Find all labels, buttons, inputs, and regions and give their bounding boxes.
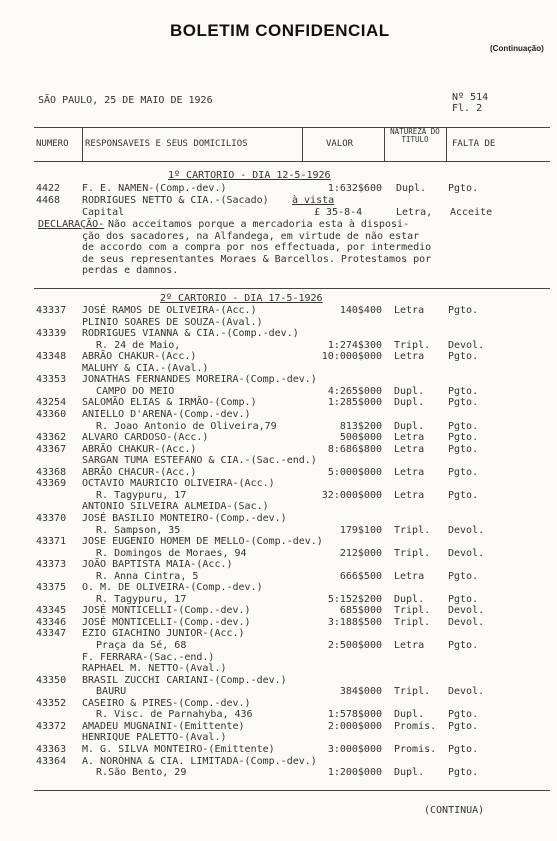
row-number: 43352 — [36, 697, 67, 709]
row-responsible: JOÃO BAPTISTA MAIA-(Acc.) — [82, 559, 233, 571]
row-value: 32:000$000 — [321, 489, 382, 501]
row-responsible: R.São Bento, 29 — [84, 767, 187, 778]
row-falta: Pgto. — [448, 305, 479, 316]
row-responsible: SALOMÃO ELIAS & IRMÃO-(Comp.) — [82, 397, 257, 409]
row-extra: à vista — [292, 195, 335, 206]
row-value: 212$000 — [339, 547, 382, 559]
row-responsible: R. Visc. de Parnahyba, 436 — [84, 709, 253, 721]
capital-nature: Letra, — [396, 207, 433, 218]
row-falta: Pgto. — [448, 570, 479, 582]
row-number: 43372 — [36, 720, 67, 732]
row-number: 43367 — [36, 443, 67, 455]
row-responsible: HENRIQUE PALETTO-(Aval.) — [82, 732, 227, 744]
row-nature: Letra — [394, 443, 425, 455]
row-number: 43363 — [36, 743, 67, 755]
row-responsible: CAMPO DO MEIO — [84, 385, 175, 397]
row-falta: Devol. — [448, 616, 485, 628]
place-date: SÃO PAULO, 25 DE MAIO DE 1926 — [38, 95, 213, 106]
row-responsible: JOSE EUGENIO HOMEM DE MELLO-(Comp.-dev.) — [82, 536, 323, 547]
row-responsible: Praça da Sé, 68 — [84, 640, 187, 651]
row-value: 10:000$000 — [321, 351, 382, 363]
row-value: 666$500 — [339, 570, 382, 582]
declaracao-line: ção dos sacadores, na Alfandega, em virtude de não estar — [82, 230, 420, 242]
row-number: 43254 — [36, 397, 67, 409]
row-responsible: RODRIGUES VIANNA & CIA.-(Comp.-dev.) — [82, 328, 299, 340]
section-divider — [34, 288, 550, 289]
row-value: 2:500$000 — [327, 640, 382, 651]
row-responsible: ABRÃO CHAKUR-(Acc.) — [82, 443, 197, 455]
section2-heading: 2º CARTORIO - DIA 17-5-1926 — [160, 293, 323, 304]
row-nature: Dupl. — [394, 709, 425, 721]
row-falta: Pgto. — [448, 767, 479, 778]
sheet-number: Fl. 2 — [452, 103, 483, 114]
row-falta: Pgto. — [448, 385, 479, 397]
row-value: 685$000 — [339, 605, 382, 617]
header-falta: FALTA DE — [452, 139, 496, 149]
row-number: 43371 — [36, 536, 67, 547]
row-value: 179$100 — [339, 524, 382, 536]
row-number: 43348 — [36, 351, 67, 363]
row-value: 384$000 — [339, 686, 382, 698]
row-value: 1:200$000 — [327, 767, 382, 778]
header-natureza: NATUREZA DO TITULO — [390, 127, 440, 145]
row-responsible: SARGAN TUMA ESTEFANO & CIA.-(Sac.-end.) — [82, 455, 317, 467]
row-nature: Letra — [394, 570, 425, 582]
row-value: 3:000$000 — [327, 743, 382, 755]
row-value: 813$200 — [339, 420, 382, 432]
row-nature: Dupl. — [394, 397, 425, 409]
row-responsible: R. Tagypuru, 17 — [84, 593, 187, 605]
declaracao-line: perdas e damnos. — [82, 265, 179, 276]
capital-falta: Acceite — [450, 207, 493, 218]
row-responsible: R. Sampson, 35 — [84, 524, 181, 536]
row-responsible: JOSÉ MONTICELLI-(Comp.-dev.) — [82, 605, 251, 617]
row-value: 5:152$200 — [327, 593, 382, 605]
row-nature: Tripl. — [394, 339, 431, 351]
table-header-bottom-rule — [34, 161, 550, 162]
col-divider — [384, 127, 385, 161]
row-responsible: PLINIO SOARES DE SOUZA-(Aval.) — [82, 316, 263, 328]
row-responsible: JOSÉ BASILIO MONTEIRO-(Comp.-dev.) — [82, 512, 287, 524]
row-nature: Promis. — [394, 743, 437, 755]
row-responsible: F. FERRARA-(Sac.-end.) — [82, 651, 215, 663]
row-responsible: O. M. DE OLIVEIRA-(Comp.-dev.) — [82, 582, 263, 594]
row-falta: Pgto. — [448, 351, 479, 363]
row-falta: Devol. — [448, 339, 485, 351]
row-value: 8:686$800 — [327, 443, 382, 455]
row-responsible: JOSÉ MONTICELLI-(Comp.-dev.) — [82, 616, 251, 628]
row-number: 43368 — [36, 466, 67, 478]
row-falta: Pgto. — [448, 183, 479, 194]
row-falta: Pgto. — [448, 397, 479, 409]
declaracao-line: de seus representantes Moraes & Barcellos. Protestamos por — [82, 253, 432, 265]
row-nature: Tripl. — [394, 524, 431, 536]
row-responsible: F. E. NAMEN-(Comp.-dev.) — [82, 183, 227, 194]
row-responsible: JOSÉ RAMOS DE OLIVEIRA-(Acc.) — [82, 305, 257, 316]
row-number: 43373 — [36, 559, 67, 571]
row-responsible: AMADEU MUGNAINI-(Emittente) — [82, 720, 245, 732]
row-falta: Pgto. — [448, 593, 479, 605]
row-falta: Pgto. — [448, 489, 479, 501]
capital-label: Capital — [82, 207, 125, 218]
row-falta: Pgto. — [448, 420, 479, 432]
continua-label: (CONTINUA) — [424, 805, 485, 816]
row-responsible: M. G. SILVA MONTEIRO-(Emittente) — [82, 743, 275, 755]
row-nature: Tripl. — [394, 547, 431, 559]
table-header-top-rule — [34, 127, 550, 128]
row-number: 43353 — [36, 374, 67, 386]
row-number: 43345 — [36, 605, 67, 617]
continuation-label: (Continuação) — [490, 44, 544, 53]
row-responsible: CASEIRO & PIRES-(Comp.-dev.) — [82, 697, 251, 709]
row-value: 1:578$000 — [327, 709, 382, 721]
col-divider — [446, 127, 447, 161]
capital-value: £ 35-8-4 — [314, 207, 363, 218]
row-responsible: ABRÃO CHACUR-(Acc.) — [82, 466, 197, 478]
row-responsible: ALVARO CARDOSO-(Acc.) — [82, 432, 209, 444]
row-nature: Dupl. — [394, 593, 425, 605]
row-responsible: RAPHAEL M. NETTO-(Aval.) — [82, 663, 227, 674]
row-number: 43360 — [36, 408, 67, 420]
row-responsible: ANTONIO SILVEIRA ALMEIDA-(Sac.) — [82, 501, 269, 513]
row-nature: Dupl. — [396, 183, 427, 194]
row-nature: Dupl. — [394, 767, 425, 778]
declaracao-label: DECLARAÇÃO- — [38, 219, 105, 230]
row-value: 1:274$300 — [327, 339, 382, 351]
row-responsible: OCTAVIO MAURICIO OLIVEIRA-(Acc.) — [82, 478, 275, 490]
row-nature: Letra — [394, 640, 425, 651]
row-number: 43375 — [36, 582, 67, 594]
row-number: 43337 — [36, 305, 67, 316]
row-nature: Promis. — [394, 720, 437, 732]
row-number: 43350 — [36, 674, 67, 686]
row-responsible: R. Anna Cintra, 5 — [84, 570, 199, 582]
bulletin-number: Nº 514 — [452, 92, 489, 103]
row-nature: Letra — [394, 305, 425, 316]
row-responsible: BRASIL ZUCCHI CARIANI-(Comp.-dev.) — [82, 674, 287, 686]
section1-heading: 1º CARTORIO - DIA 12-5-1926 — [168, 170, 331, 181]
row-responsible: ABRÃO CHAKUR-(Acc.) — [82, 351, 197, 363]
row-nature: Letra — [394, 432, 425, 444]
row-falta: Pgto. — [448, 432, 479, 444]
row-falta: Pgto. — [448, 443, 479, 455]
col-divider — [302, 127, 303, 161]
row-falta: Pgto. — [448, 743, 479, 755]
row-nature: Letra — [394, 466, 425, 478]
row-value: 4:265$000 — [327, 385, 382, 397]
row-responsible: R. Joao Antonio de Oliveira,79 — [84, 420, 277, 432]
header-valor: VALOR — [326, 139, 354, 149]
row-number: 43347 — [36, 628, 67, 640]
row-nature: Tripl. — [394, 686, 431, 698]
row-falta: Devol. — [448, 547, 485, 559]
row-number: 43339 — [36, 328, 67, 340]
row-responsible: R. Domingos de Moraes, 94 — [84, 547, 247, 559]
row-value: 5:000$000 — [327, 466, 382, 478]
row-responsible: RODRIGUES NETTO & CIA.-(Sacado) — [82, 195, 269, 206]
row-falta: Pgto. — [448, 640, 479, 651]
row-nature: Tripl. — [394, 616, 431, 628]
row-falta: Pgto. — [448, 720, 479, 732]
row-responsible: JONATHAS FERNANDES MOREIRA-(Comp.-dev.) — [82, 374, 317, 386]
row-falta: Pgto. — [448, 709, 479, 721]
row-number: 43369 — [36, 478, 67, 490]
row-falta: Devol. — [448, 605, 485, 617]
row-number: 43362 — [36, 432, 67, 444]
row-value: 3:188$500 — [327, 616, 382, 628]
row-number: 43370 — [36, 512, 67, 524]
declaracao-line: de accordo com a compra por nos effectuada, por intermedio — [82, 242, 432, 253]
row-value: 140$400 — [339, 305, 382, 316]
row-nature: Dupl. — [394, 385, 425, 397]
row-number: 4468 — [36, 195, 61, 206]
col-divider — [82, 127, 83, 161]
row-number: 43346 — [36, 616, 67, 628]
declaracao-line: Não acceitamos porque a mercadoria esta à disposi- — [108, 219, 410, 230]
row-nature: Letra — [394, 489, 425, 501]
row-value: 500$000 — [339, 432, 382, 444]
row-nature: Tripl. — [394, 605, 431, 617]
row-responsible: MALUHY & CIA.-(Aval.) — [82, 362, 209, 374]
row-falta: Devol. — [448, 524, 485, 536]
row-responsible: ANIELLO D'ARENA-(Comp.-dev.) — [82, 408, 251, 420]
row-number: 43364 — [36, 755, 67, 767]
row-responsible: R. Tagypuru, 17 — [84, 489, 187, 501]
row-responsible: R. 24 de Maio, — [84, 339, 181, 351]
row-value: 1:285$000 — [327, 397, 382, 409]
row-value: 2:000$000 — [327, 720, 382, 732]
header-responsaveis: RESPONSAVEIS E SEUS DOMICILIOS — [85, 139, 248, 149]
row-responsible: A. NOROHNA & CIA. LIMITADA-(Comp.-dev.) — [82, 755, 317, 767]
row-number: 4422 — [36, 183, 61, 194]
header-numero: NUMERO — [36, 139, 69, 149]
row-nature: Letra — [394, 351, 425, 363]
row-nature: Dupl. — [394, 420, 425, 432]
row-responsible: BAURU — [84, 686, 127, 698]
row-value: 1:632$600 — [327, 183, 382, 194]
row-falta: Pgto. — [448, 466, 479, 478]
document-title: BOLETIM CONFIDENCIAL — [170, 21, 390, 40]
row-responsible: EZIO GIACHINO JUNIOR-(Acc.) — [82, 628, 245, 640]
row-falta: Devol. — [448, 686, 485, 698]
table-bottom-rule — [34, 790, 550, 791]
